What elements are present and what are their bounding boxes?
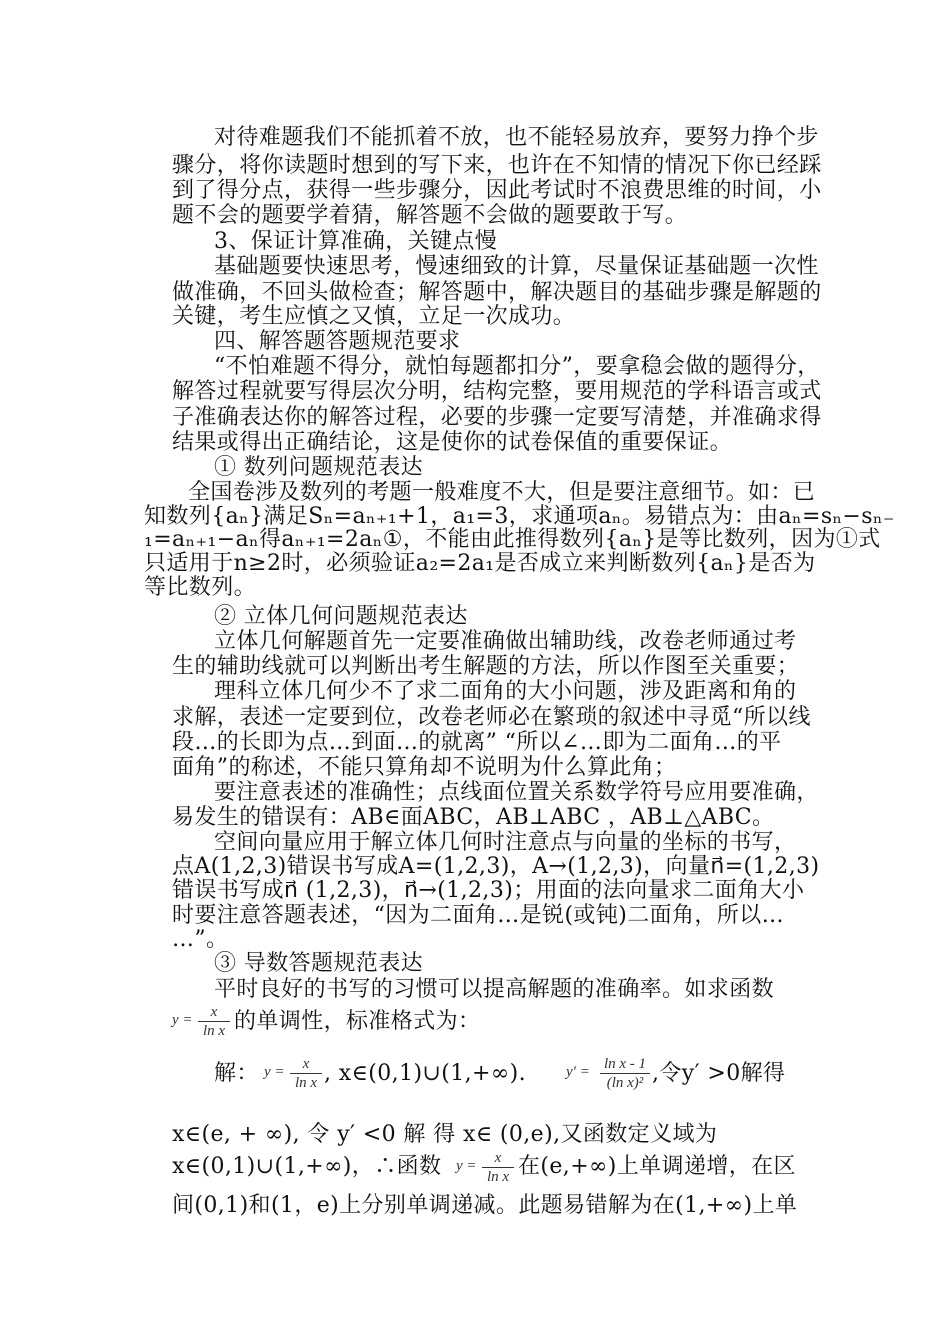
text-line: 理科立体几何少不了求二面角的大小问题，涉及距离和角的 [214,679,797,704]
text-line: 点A(1,2,3)错误书写成A=(1,2,3)，A→(1,2,3)，向量n⃗=(1,2,3) [172,854,820,879]
text-line: 到了得分点，获得一些步骤分，因此考试时不浪费思维的时间，小 [172,178,822,203]
text-line: 生的辅助线就可以判断出考生解题的方法，所以作图至关重要； [172,654,800,679]
text-line: 间(0,1)和(1，e)上分别单调递减。此题易错解为在(1,+∞)上单 [172,1193,798,1218]
text-line: 立体几何解题首先一定要准确做出辅助线，改卷老师通过考 [214,629,797,654]
text-line: 基础题要快速思考，慢速细致的计算，尽量保证基础题一次性 [214,254,819,279]
text-line: 全国卷涉及数列的考题一般难度不大，但是要注意细节。如：已 [188,480,816,505]
text-line: “不怕难题不得分，就怕每题都扣分”，要拿稳会做的题得分， [214,354,820,379]
text-line: …”。 [172,927,229,952]
text-line: 做准确，不回头做检查；解答题中，解决题目的基础步骤是解题的 [172,280,822,305]
text-line: 求解，表述一定要到位，改卷老师必在繁琐的叙述中寻觅“所以线 [172,705,811,730]
text-line: 只适用于n≥2时，必须验证a₂=2a₁是否成立来判断数列{aₙ}是否为 [144,551,816,576]
text-line: , x∈(0,1)∪(1,+∞). [324,1061,526,1086]
text-line: 解答过程就要写得层次分明，结构完整，要用规范的学科语言或式 [172,379,822,404]
text-line: 对待难题我们不能抓着不放，也不能轻易放弃，要努力挣个步 [214,125,819,150]
text-line: 骤分，将你读题时想到的写下来，也许在不知情的情况下你已经踩 [172,153,822,178]
text-line: 错误书写成n⃗ (1,2,3)，n⃗→(1,2,3)；用面的法向量求二面角大小 [172,878,805,903]
text-line: 面角”的称述，不能只算角却不说明为什么算此角； [172,755,677,780]
text-line: 题不会的题要学着猜，解答题不会做的题要敢于写。 [172,203,688,228]
text-line: 知数列{aₙ}满足Sₙ=aₙ₊₁+1，a₁=3，求通项aₙ。易错点为：由aₙ=sₙ−sₙ₋ [144,504,895,529]
text-line: x∈(0,1)∪(1,+∞)，∴函数 [172,1154,442,1179]
text-line: 段…的长即为点…到面…的就离” “所以∠…即为二面角…的平 [172,730,782,755]
text-line: 在(e,+∞)上单调递增，在区 [518,1154,796,1179]
text-line: 要注意表述的准确性；点线面位置关系数学符号应用要准确， [214,780,819,805]
text-line: x∈(e, + ∞), 令 y′ <0 解 得 x∈ (0,e),又函数定义域为 [172,1122,718,1147]
text-line: 关键，考生应慎之又慎，立足一次成功。 [172,304,576,329]
section-heading: 四、解答题答题规范要求 [214,329,461,354]
text-line: 子准确表达你的解答过程，必要的步骤一定要写清楚，并准确求得 [172,405,822,430]
text-line: 时要注意答题表述，“因为二面角…是锐(或钝)二面角，所以… [172,903,785,928]
text-line: ,令y′ >0解得 [652,1061,786,1086]
text-line: 的单调性，标准格式为： [234,1009,481,1034]
subsection-heading: ③ 导数答题规范表达 [214,951,423,976]
subsection-heading: ① 数列问题规范表达 [214,455,423,480]
text-line: 等比数列。 [144,575,257,600]
text-line: 平时良好的书写的习惯可以提高解题的准确率。如求函数 [214,977,775,1002]
subsection-heading: ② 立体几何问题规范表达 [214,604,468,629]
section-heading: 3、保证计算准确，关键点慢 [214,229,498,254]
solution-label: 解： [214,1061,259,1086]
text-line: 结果或得出正确结论，这是使你的试卷保值的重要保证。 [172,430,733,455]
text-line: 易发生的错误有：AB∈面ABC，AB⊥ABC ，AB⊥△ABC。 [172,805,775,830]
document-page: 对待难题我们不能抓着不放，也不能轻易放弃，要努力挣个步 骤分，将你读题时想到的写下来，也许在不知情的情况下你已经踩 到了得分点，获得一些步骤分，因此考试时不浪费思维的时间，小 题不会的题要学着猜，解答题不会做的题要敢于写。 3、保证计算准确，关键点慢 基础题要快速思考，慢速细致的计算，尽量保证基础题一次性 做准确，不回头做检查；解答题中，解决题目的基础步骤是解题的 关键，考生应慎之又慎，立足一次成功。 四、解答题答题规范要求 “不怕难题不得分，就怕每题都扣分”，要拿稳会做的题得分， 解答过程就要写得层次分明，结构完整，要用规范的学科语言或式 子准确表达你的解答过程，必要的步骤一定要写清楚，并准确求得 结果或得出正确结论，这是使你的试卷保值的重要保证。 ① 数列问题规范表达 全国卷涉及数列的考题一般难度不大，但是要注意细节。如：已 知数列{aₙ}满足Sₙ=aₙ₊₁+1，a₁=3，求通项aₙ。易错点为：由aₙ=sₙ−sₙ₋ ₁=aₙ₊₁−aₙ得aₙ₊₁=2aₙ①，不能由此推得数列{aₙ}是等比数列，因为①式 只适用于n≥2时，必须验证a₂=2a₁是否成立来判断数列{aₙ}是否为 等比数列。 ② 立体几何问题规范表达 立体几何解题首先一定要准确做出辅助线，改卷老师通过考 生的辅助线就可以判断出考生解题的方法，所以作图至关重要； 理科立体几何少不了求二面角的大小问题，涉及距离和角的 求解，表述一定要到位，改卷老师必在繁琐的叙述中寻觅“所以线 段…的长即为点…到面…的就离” “所以∠…即为二面角…的平 面角”的称述，不能只算角却不说明为什么算此角； 要注意表述的准确性；点线面位置关系数学符号应用要准确， 易发生的错误有：AB∈面ABC，AB⊥ABC ，AB⊥△ABC。 空间向量应用于解立体几何时注意点与向量的坐标的书写， 点A(1,2,3)错误书写成A=(1,2,3)，A→(1,2,3)，向量n⃗=(1,2,3) 错误书写成n⃗ (1,2,3)，n⃗→(1,2,3)；用面的法向量求二面角大小 时要注意答题表述，“因为二面角…是锐(或钝)二面角，所以… …”。 ③ 导数答题规范表达 平时良好的书写的习惯可以提高解题的准确率。如求函数 y = x ln x 的单调性，标准格式为： 解： y = x ln x , x∈(0,1)∪(1,+∞). y′ = ln x - 1 (ln x)² ,令y′ >0解得 x∈(e, + ∞), 令 y′ <0 解 得 x∈ (0,e),又函数定义域为 x∈(0,1)∪(1,+∞)，∴函数 y = x ln x 在(e,+∞)上单调递增，在区 间(0,1)和(1，e)上分别单调递减。此题易错解为在(1,+∞)上单 [144,125,895,1218]
text-line: ₁=aₙ₊₁−aₙ得aₙ₊₁=2aₙ①，不能由此推得数列{aₙ}是等比数列，因为①式 [144,527,881,552]
text-line: 空间向量应用于解立体几何时注意点与向量的坐标的书写， [214,830,797,855]
